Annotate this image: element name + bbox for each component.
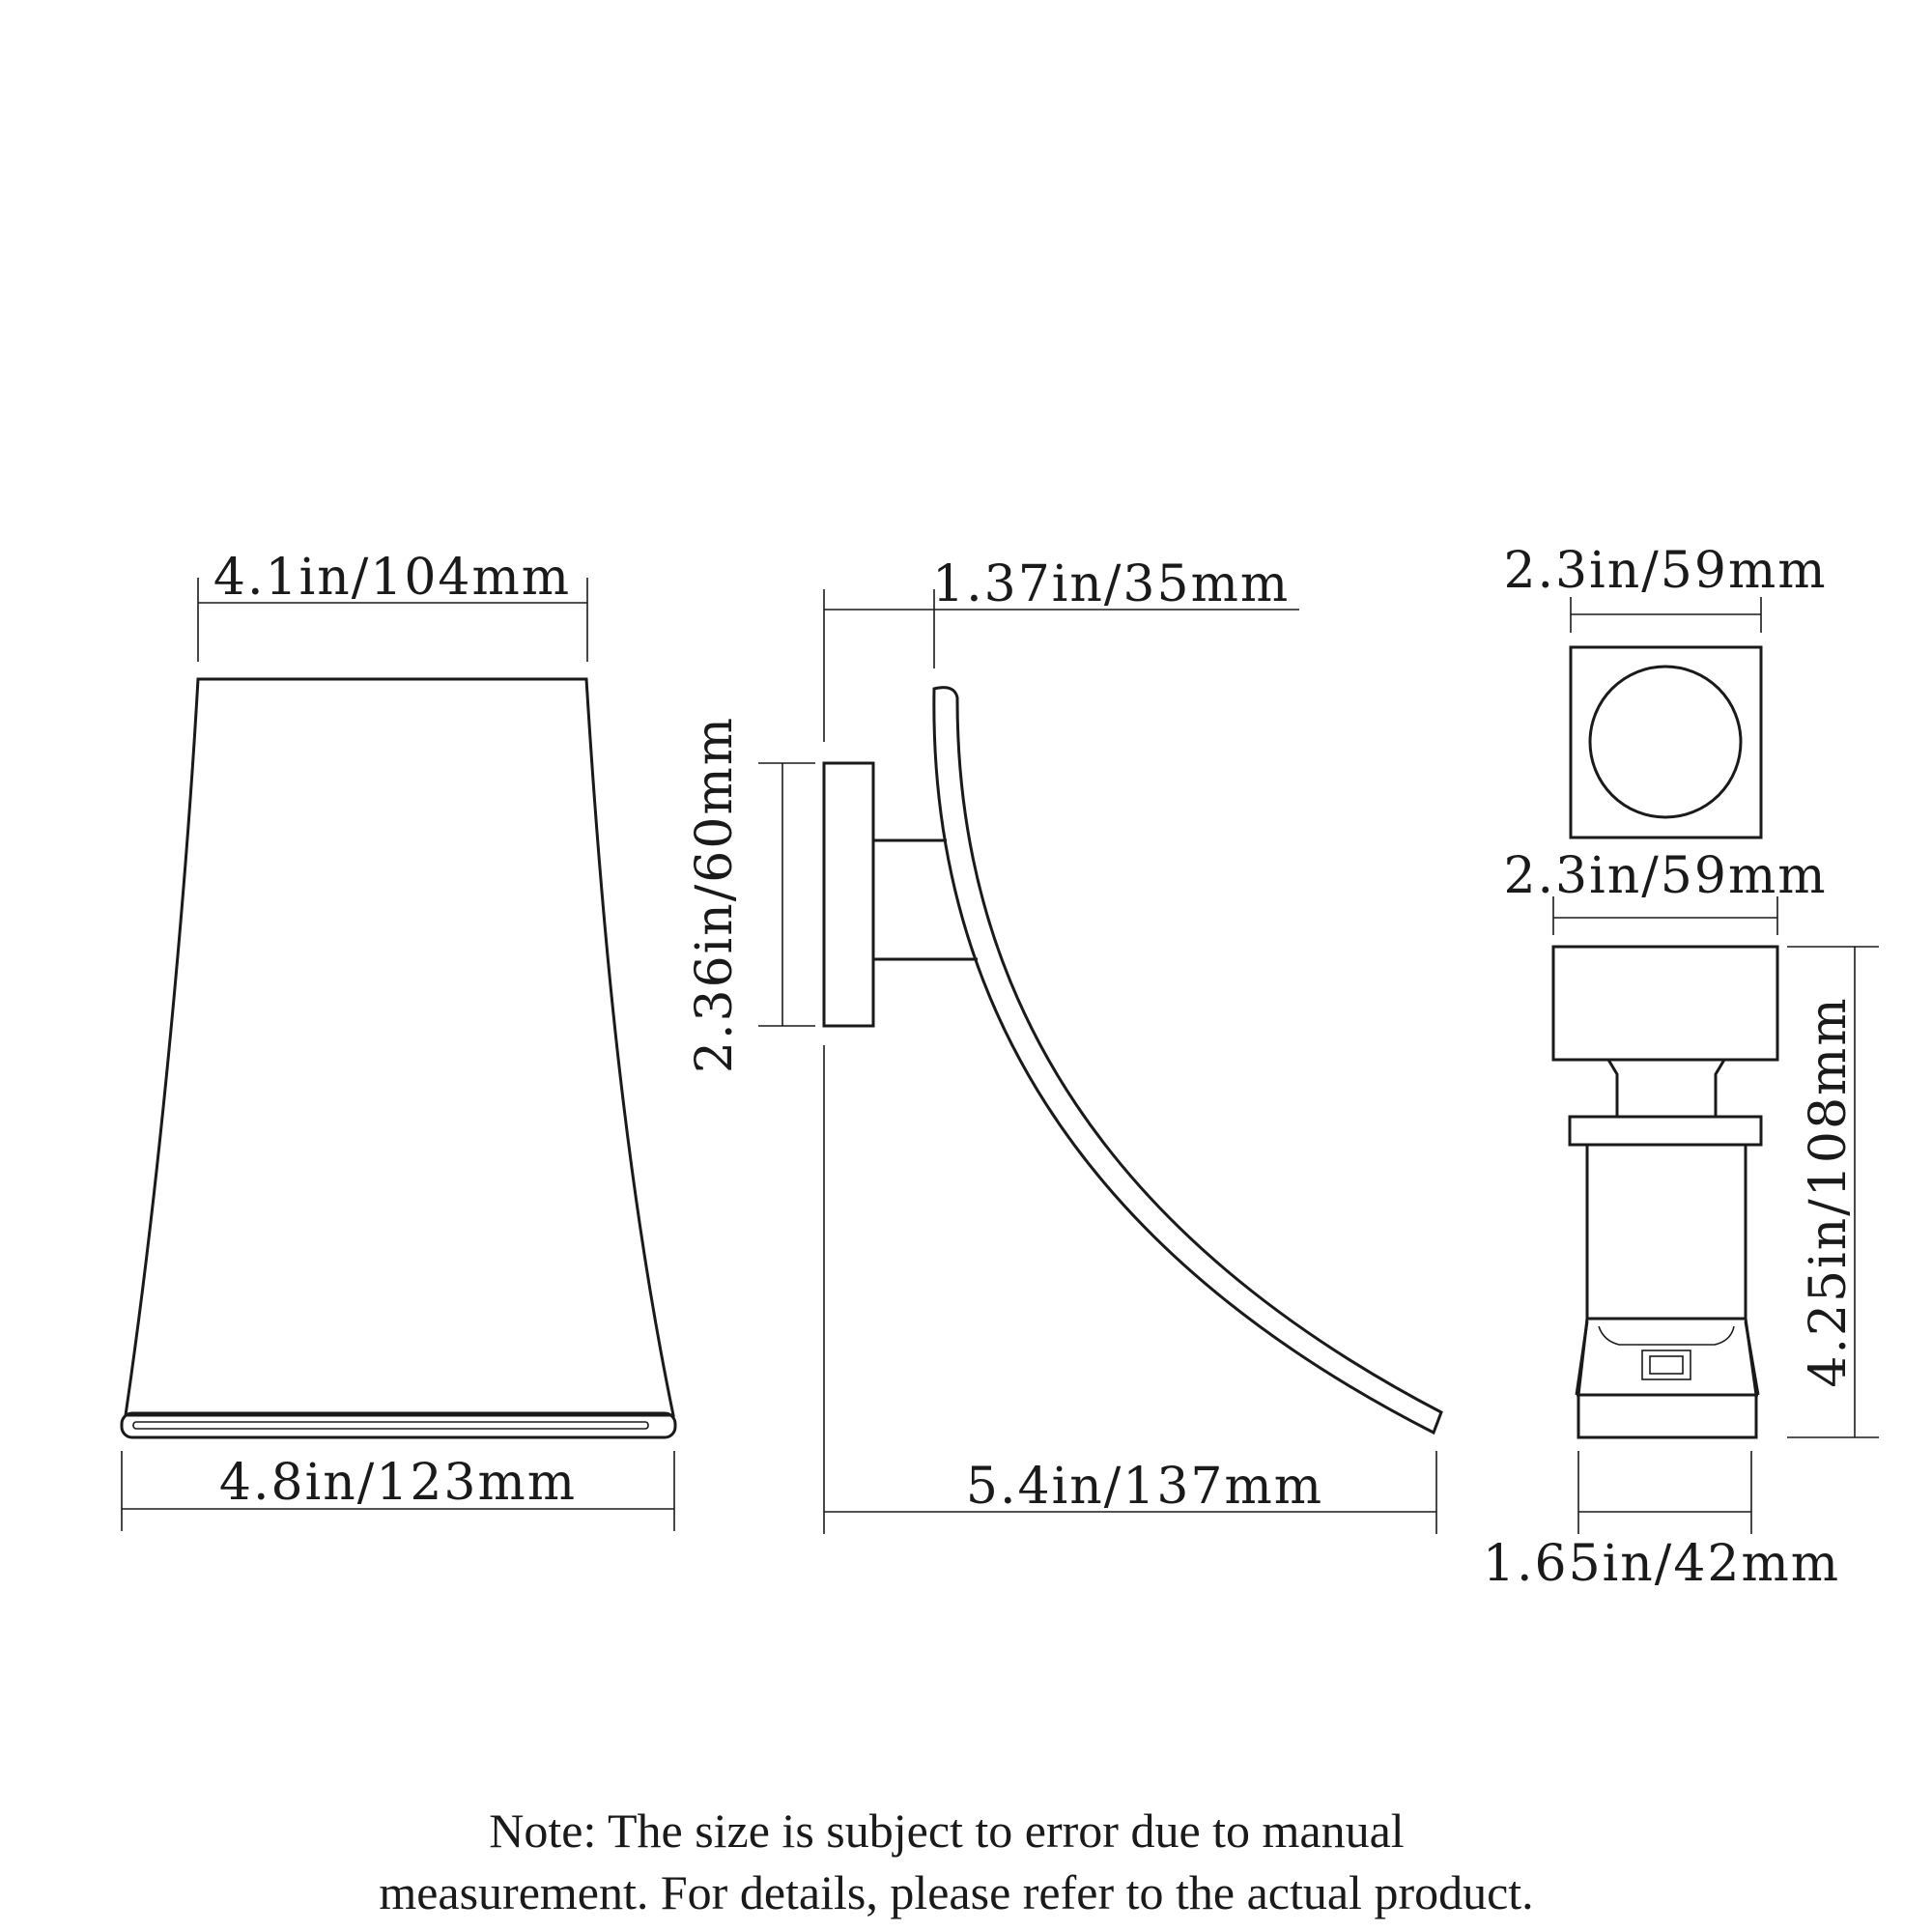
- front-view-spout: [122, 679, 675, 1437]
- spout-lip-outer: [122, 1413, 675, 1437]
- handle-top-circle: [1590, 667, 1741, 817]
- handle-cap: [1553, 947, 1777, 1060]
- dim-handle-top: [1503, 542, 1827, 633]
- dim-label-side-depth: 5.4in/137mm: [965, 1458, 1324, 1516]
- dim-handle-base: [1483, 1451, 1840, 1593]
- dim-side-height: [686, 716, 815, 1073]
- dim-side-top: [824, 555, 1299, 742]
- dim-label-handle-top: 2.3in/59mm: [1503, 542, 1828, 600]
- handle-top-view: [1571, 647, 1761, 838]
- spout-lip-slot: [133, 1422, 648, 1429]
- disclaimer-note: [379, 1804, 1533, 1919]
- handle-top-square: [1571, 647, 1761, 838]
- handle-front-view: [1553, 947, 1777, 1437]
- wall-plate: [824, 763, 873, 1026]
- side-view-spout: [824, 688, 1441, 1433]
- note-line-2: measurement. For details, please refer to the actual product.: [379, 1865, 1534, 1919]
- dim-handle-height: [1787, 947, 1879, 1437]
- note-line-1: Note: The size is subject to error due to manual: [489, 1804, 1405, 1858]
- spout-curve: [934, 688, 1441, 1433]
- dim-label-side-height: 2.36in/60mm: [686, 715, 744, 1074]
- dim-side-depth: [824, 1045, 1436, 1534]
- spout-front-outline: [126, 679, 673, 1415]
- dim-front-top: [198, 549, 587, 662]
- dim-handle-front-width: [1503, 847, 1827, 935]
- dim-label-side-top: 1.37in/35mm: [932, 555, 1291, 613]
- dim-label-handle-base: 1.65in/42mm: [1482, 1535, 1841, 1593]
- dim-label-front-bottom: 4.8in/123mm: [218, 1454, 578, 1512]
- dim-front-bottom: [122, 1451, 674, 1531]
- dim-label-handle-height: 4.25in/108mm: [1800, 996, 1858, 1388]
- dim-label-front-top: 4.1in/104mm: [213, 549, 572, 607]
- dim-label-handle-front: 2.3in/59mm: [1503, 847, 1828, 905]
- handle-body: [1587, 1145, 1746, 1319]
- handle-collar: [1570, 1117, 1761, 1145]
